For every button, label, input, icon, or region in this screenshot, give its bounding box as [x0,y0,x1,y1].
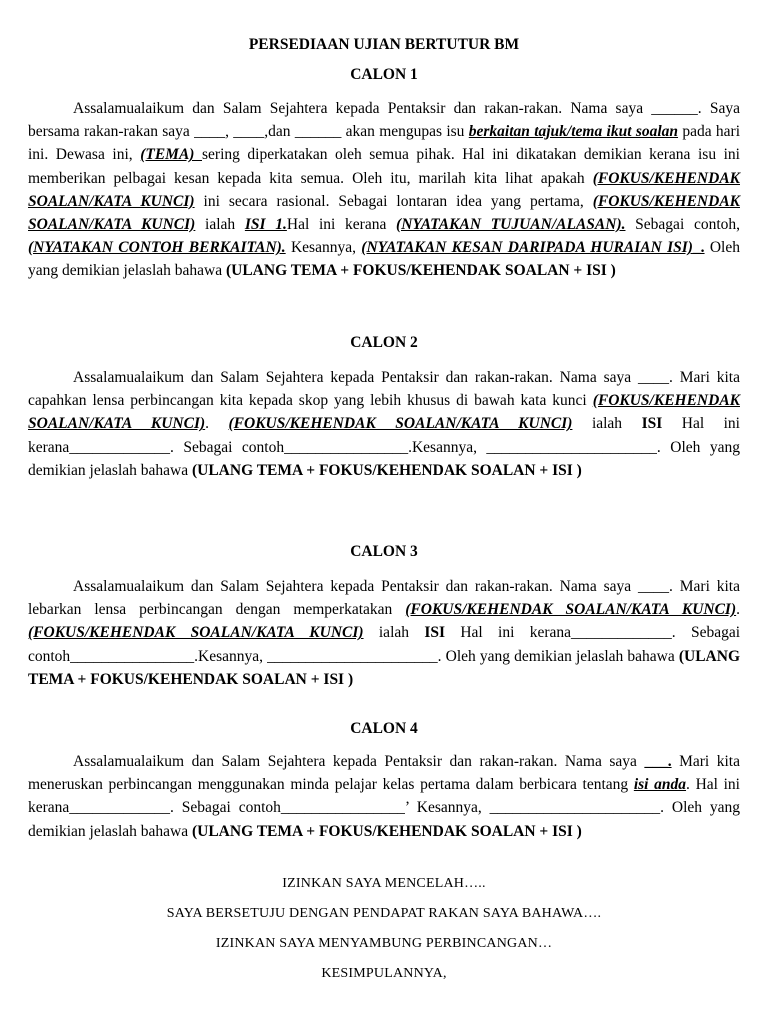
calon-2-text: . [205,415,229,433]
closing-phrase: IZINKAN SAYA MENCELAH….. [282,876,486,891]
calon-4-text: . Hal ini kerana_____________. Sebagai contoh________________’ Kesannya, ______________________. Oleh yang demikian jelaslah bahawa [28,776,740,840]
calon-4-paragraph [28,750,740,843]
calon-1-tajuk: berkaitan tajuk/tema ikut soalan [468,123,679,141]
closing-phrase: IZINKAN SAYA MENYAMBUNG PERBINCANGAN… [215,936,553,951]
calon-1-text: Hal ini kerana [286,216,397,234]
calon-1-ulang: (ULANG TEMA + FOKUS/KEHENDAK SOALAN + ISI ) [225,262,616,280]
calon-1-text: ini secara rasional. Sebagai lontaran idea yang pertama, [194,192,593,210]
calon-1-text: Kesannya, [285,239,362,257]
calon-1-tujuan: (NYATAKAN TUJUAN/ALASAN). [396,216,626,234]
calon-2-fokus: (FOKUS/KEHENDAK SOALAN/KATA KUNCI) [228,415,573,433]
calon-2-fokus: (FOKUS/KEHENDAK SOALAN/KATA KUNCI) [28,392,740,433]
calon-3-ulang: (ULANG TEMA + FOKUS/KEHENDAK SOALAN + ISI ) [28,647,740,688]
calon-1-blank: _. [692,239,705,257]
calon-2-heading: CALON 2 [350,334,418,351]
calon-1-tema: (TEMA) [140,146,202,164]
calon-1-text: Sebagai contoh, [625,216,741,234]
calon-4-ulang: (ULANG TEMA + FOKUS/KEHENDAK SOALAN + ISI ) [191,822,582,840]
calon-1-text: Assalamualaikum dan Salam Sejahtera kepada Pentaksir dan rakan-rakan. Nama saya ______. Saya bersama rakan-rakan saya ____, ____,dan ______ akan mengupas isu [28,100,740,141]
calon-2-ulang: (ULANG TEMA + FOKUS/KEHENDAK SOALAN + ISI ) [191,461,582,479]
calon-1-fokus: (FOKUS/KEHENDAK SOALAN/KATA KUNCI) [28,192,740,234]
calon-3-fokus: (FOKUS/KEHENDAK SOALAN/KATA KUNCI) [28,624,364,642]
calon-1-text: Oleh yang demikian jelaslah bahawa [28,239,740,280]
calon-1-text: pada hari ini. Dewasa ini, [28,123,740,164]
calon-3-heading: CALON 3 [350,543,418,560]
calon-2-paragraph [28,366,740,482]
calon-1-contoh: (NYATAKAN CONTOH BERKAITAN). [28,239,286,257]
closing-phrase: SAYA BERSETUJU DENGAN PENDAPAT RAKAN SAYA BAHAWA…. [166,906,602,921]
calon-3-isi: ISI [424,624,446,642]
closing-phrase: KESIMPULANNYA, [321,966,447,981]
calon-1-fokus: (FOKUS/KEHENDAK SOALAN/KATA KUNCI) [28,169,740,210]
calon-1-isi: ISI 1. [244,216,287,234]
calon-3-text: ialah [363,624,425,642]
calon-4-isi: isi anda [633,776,687,794]
calon-4-text: Mari kita meneruskan perbincangan menggunakan minda pelajar kelas pertama dalam berbicara tentang [28,753,740,794]
calon-4-text: Assalamualaikum dan Salam Sejahtera kepada Pentaksir dan rakan-rakan. Nama saya [73,753,645,770]
calon-1-paragraph [28,97,740,283]
calon-2-text: ialah [572,415,642,433]
calon-3-text: Hal ini kerana_____________. Sebagai contoh________________.Kesannya, ______________________. Oleh yang demikian jelaslah bahawa [28,624,741,665]
calon-1-text: ialah [195,216,245,234]
calon-4-heading: CALON 4 [350,720,418,737]
calon-2-isi: ISI [641,415,663,433]
calon-1-text: sering diperkatakan oleh semua pihak. Hal ini dikatakan demikian kerana isu ini memberikan pelbagai kesan kepada kita semua. Oleh itu, marilah kita lihat apakah [28,146,740,187]
calon-3-text: Assalamualaikum dan Salam Sejahtera kepada Pentaksir dan rakan-rakan. Nama saya ____. Mari kita lebarkan lensa perbincangan dengan memperkatakan [28,578,740,619]
document-title: PERSEDIAAN UJIAN BERTUTUR BM [248,36,520,53]
calon-4-blank: ___. [644,753,672,770]
calon-3-paragraph [28,575,740,691]
calon-2-text: Assalamualaikum dan Salam Sejahtera kepada Pentaksir dan rakan-rakan. Nama saya ____. Mari kita capahkan lensa perbincangan kita kepada skop yang lebih khusus di bawah kata kunci [28,369,740,410]
calon-3-text: . [736,601,740,619]
calon-3-fokus: (FOKUS/KEHENDAK SOALAN/KATA KUNCI) [405,601,737,619]
calon-1-heading: CALON 1 [350,66,418,83]
calon-2-text: Hal ini kerana_____________. Sebagai contoh________________.Kesannya, ______________________. Oleh yang demikian jelaslah bahawa [28,415,740,479]
calon-1-kesan: (NYATAKAN KESAN DARIPADA HURAIAN ISI) [361,239,693,257]
